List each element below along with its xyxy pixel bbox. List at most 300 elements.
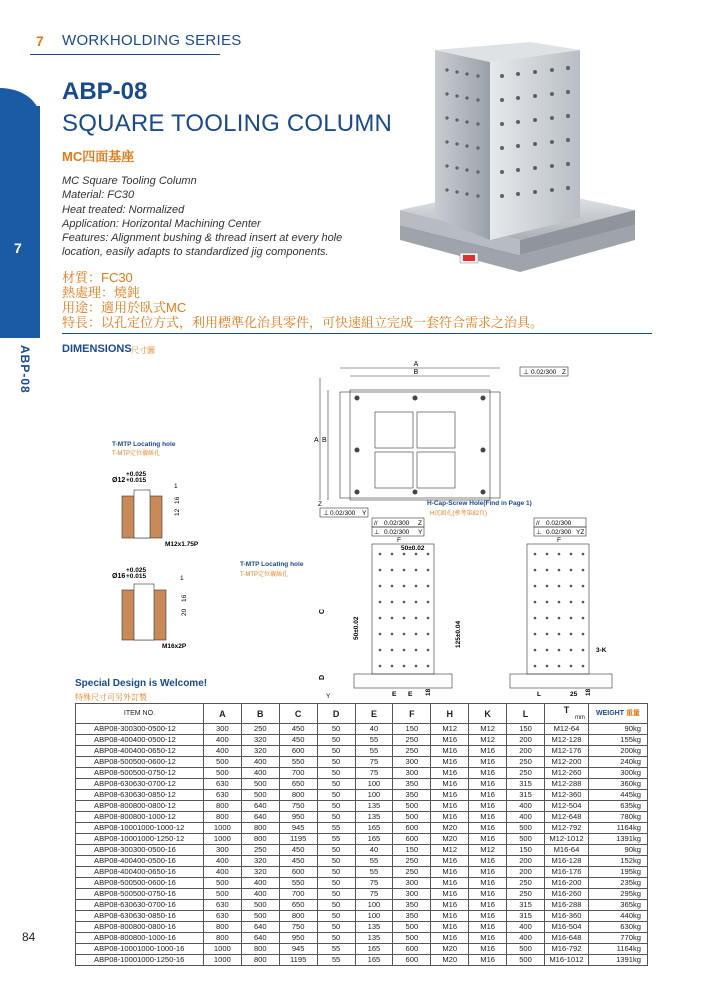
col-a: A — [203, 704, 241, 724]
table-body — [76, 724, 648, 966]
table-cell: 630 — [203, 779, 241, 790]
table-row — [76, 757, 648, 768]
table-cell: 360kg — [588, 779, 647, 790]
table-cell: M16 — [469, 867, 507, 878]
table-cell: M16 — [431, 790, 469, 801]
table-cell: 240kg — [588, 757, 647, 768]
table-cell: 75 — [355, 878, 393, 889]
table-cell: 315 — [507, 779, 545, 790]
table-row — [76, 823, 648, 834]
table-cell: 630 — [203, 900, 241, 911]
table-cell: 650 — [279, 779, 317, 790]
table-cell: 500 — [507, 955, 545, 966]
d12-tol-upper: +0.025 — [126, 471, 147, 478]
table-cell: 400 — [507, 933, 545, 944]
table-cell: 500 — [507, 823, 545, 834]
table-cell: 500 — [241, 779, 279, 790]
table-cell: M16 — [431, 867, 469, 878]
table-cell: 500 — [507, 944, 545, 955]
table-cell: M12-648 — [544, 812, 588, 823]
unit-mm: mm — [574, 715, 585, 721]
table-cell: 600 — [279, 867, 317, 878]
table-cell: M12 — [431, 724, 469, 735]
table-cell: 195kg — [588, 867, 647, 878]
dim-label-l: L — [537, 691, 541, 698]
table-cell: 945 — [279, 823, 317, 834]
table-cell: M16 — [469, 757, 507, 768]
table-cell: 1164kg — [588, 944, 647, 955]
spec-line: MC Square Tooling Column — [62, 175, 197, 187]
table-cell: 630 — [203, 911, 241, 922]
table-cell: 50 — [317, 856, 355, 867]
dim-label-a: A — [413, 361, 419, 368]
table-cell: 55 — [355, 746, 393, 757]
table-cell: 800 — [203, 933, 241, 944]
table-cell: M16-1012 — [544, 955, 588, 966]
weight-en: WEIGHT — [595, 709, 624, 717]
table-cell: 50 — [317, 790, 355, 801]
table-cell: 315 — [507, 790, 545, 801]
table-cell: 152kg — [588, 856, 647, 867]
table-row — [76, 801, 648, 812]
table-cell: M16 — [431, 768, 469, 779]
table-cell: 780kg — [588, 812, 647, 823]
table-cell: 50 — [317, 911, 355, 922]
table-cell: 235kg — [588, 878, 647, 889]
table-cell: 650 — [279, 900, 317, 911]
dimensions-rule — [62, 333, 652, 334]
table-cell: 50 — [317, 812, 355, 823]
table-cell: ABP08-10001000-1250-16 — [76, 955, 204, 966]
table-cell: M16 — [469, 933, 507, 944]
table-cell: 250 — [507, 768, 545, 779]
table-cell: M16-200 — [544, 878, 588, 889]
table-cell: ABP08-630630-0850-16 — [76, 911, 204, 922]
table-cell: 150 — [507, 724, 545, 735]
table-cell: 75 — [355, 768, 393, 779]
dim-label-f-side: F — [557, 537, 561, 544]
table-cell: M12-1012 — [544, 834, 588, 845]
table-cell: 500 — [203, 757, 241, 768]
side-tab-chapter: 7 — [14, 240, 22, 256]
table-cell: ABP08-10001000-1000-12 — [76, 823, 204, 834]
table-cell: 1000 — [203, 955, 241, 966]
side-view — [510, 518, 612, 698]
special-design-note-cn: 特殊尺寸可另外訂製 — [75, 693, 147, 702]
tol-symbol: ⊥ — [323, 510, 330, 517]
table-cell: 800 — [241, 834, 279, 845]
spec-line-cn: 用途：適用於臥式MC — [62, 300, 187, 315]
col-f: F — [393, 704, 431, 724]
table-cell: 950 — [279, 933, 317, 944]
front-view — [319, 518, 462, 700]
tol-symbol: ⊥ — [536, 529, 542, 536]
table-cell: 165 — [355, 944, 393, 955]
dim-50-vertical: 50±0.02 — [353, 616, 360, 640]
table-cell: M12-792 — [544, 823, 588, 834]
table-cell: 450 — [279, 735, 317, 746]
table-cell: 365kg — [588, 900, 647, 911]
weight-cn: 重量 — [625, 709, 640, 717]
table-cell: 50 — [317, 746, 355, 757]
table-cell: 300 — [393, 889, 431, 900]
table-cell: M16-288 — [544, 900, 588, 911]
table-cell: ABP08-800800-0800-16 — [76, 922, 204, 933]
table-cell: 400 — [203, 867, 241, 878]
table-cell: 630 — [203, 790, 241, 801]
m12-thread: M12x1.75P — [165, 541, 199, 548]
table-cell: 155kg — [588, 735, 647, 746]
table-cell: ABP08-630630-0700-12 — [76, 779, 204, 790]
table-cell: M20 — [431, 955, 469, 966]
tmtp-label: T-MTP Locating hole — [112, 441, 176, 448]
table-cell: 40 — [355, 724, 393, 735]
spec-line: Heat treated: Normalized — [62, 203, 185, 216]
table-cell: 320 — [241, 735, 279, 746]
tol-top-value: 0.02/300 — [531, 369, 557, 376]
table-row — [76, 955, 648, 966]
dimensions-title-cn: 尺寸圖 — [131, 346, 155, 355]
spec-table — [75, 703, 648, 966]
table-cell: M16-260 — [544, 889, 588, 900]
table-cell: 55 — [317, 955, 355, 966]
table-cell: M16 — [431, 801, 469, 812]
table-cell: 700 — [279, 768, 317, 779]
table-cell: 165 — [355, 834, 393, 845]
table-cell: M16 — [431, 735, 469, 746]
dim-125: 125±0.04 — [455, 620, 462, 648]
table-cell: M12 — [431, 845, 469, 856]
table-cell: M16 — [469, 889, 507, 900]
table-cell: M16 — [431, 900, 469, 911]
table-cell: 500 — [393, 801, 431, 812]
table-cell: 150 — [507, 845, 545, 856]
tol-r2-datum: YZ — [576, 529, 585, 536]
table-cell: ABP08-400400-0500-16 — [76, 856, 204, 867]
spec-line: Application: Horizontal Machining Center — [62, 217, 261, 230]
special-design-note: Special Design is Welcome! — [75, 678, 208, 689]
table-cell: M16 — [469, 801, 507, 812]
table-cell: 600 — [279, 746, 317, 757]
table-cell: M16-128 — [544, 856, 588, 867]
table-cell: 950 — [279, 812, 317, 823]
table-cell: 600 — [393, 823, 431, 834]
dim-label-e-right: E — [408, 691, 413, 698]
tmtp-label-cn: T-MTP定位襯絲孔 — [112, 451, 160, 457]
model-number: ABP-08 — [62, 78, 148, 105]
table-cell: M16 — [469, 790, 507, 801]
table-cell: 500 — [203, 889, 241, 900]
table-cell: 635kg — [588, 801, 647, 812]
table-row — [76, 768, 648, 779]
table-cell: M12-64 — [544, 724, 588, 735]
table-cell: 600 — [393, 834, 431, 845]
table-row — [76, 889, 648, 900]
table-cell: 1000 — [203, 834, 241, 845]
table-cell: 600 — [393, 944, 431, 955]
table-cell: 200 — [507, 856, 545, 867]
table-cell: 500 — [507, 834, 545, 845]
table-cell: 50 — [317, 724, 355, 735]
table-cell: 75 — [355, 889, 393, 900]
table-cell: 1195 — [279, 834, 317, 845]
table-cell: 500 — [241, 790, 279, 801]
table-cell: 250 — [393, 867, 431, 878]
table-cell: M20 — [431, 944, 469, 955]
table-cell: 320 — [241, 746, 279, 757]
tol-symbol-parallel: // — [374, 520, 378, 527]
table-cell: ABP08-800800-0800-12 — [76, 801, 204, 812]
col-k: K — [469, 704, 507, 724]
col-b: B — [241, 704, 279, 724]
dim-25: 25 — [570, 691, 578, 698]
dim-12: 12 — [174, 508, 181, 516]
col-l: L — [507, 704, 545, 724]
side-product-code: ABP-08 — [18, 345, 32, 394]
table-cell: 50 — [317, 900, 355, 911]
flatness-tolerance-left — [318, 501, 368, 517]
table-cell: 500 — [393, 812, 431, 823]
table-cell: 50 — [317, 845, 355, 856]
table-row — [76, 856, 648, 867]
table-cell: 50 — [317, 867, 355, 878]
table-row — [76, 735, 648, 746]
table-cell: M16 — [431, 922, 469, 933]
table-cell: M16 — [431, 757, 469, 768]
table-cell: M16 — [469, 878, 507, 889]
table-cell: 200 — [507, 735, 545, 746]
dim-16: 16 — [174, 496, 181, 504]
table-cell: M16 — [431, 746, 469, 757]
dim-label-c: C — [319, 608, 326, 614]
table-cell: 250 — [507, 889, 545, 900]
table-cell: 500 — [203, 878, 241, 889]
table-cell: 300 — [203, 845, 241, 856]
table-cell: 40 — [355, 845, 393, 856]
m16-thread: M16x2P — [162, 643, 187, 650]
table-cell: 350 — [393, 779, 431, 790]
tol-r2-value: 0.02/300 — [546, 529, 572, 536]
table-cell: 250 — [393, 746, 431, 757]
table-cell: 500 — [393, 933, 431, 944]
table-cell: 440kg — [588, 911, 647, 922]
dim-label-f: F — [397, 537, 401, 544]
table-cell: M16 — [469, 955, 507, 966]
table-cell: 640 — [241, 922, 279, 933]
table-cell: 55 — [317, 834, 355, 845]
table-cell: 50 — [317, 768, 355, 779]
table-cell: 50 — [317, 801, 355, 812]
tol-mid2-value: 0.02/300 — [384, 529, 410, 536]
col-e: E — [355, 704, 393, 724]
table-cell: 250 — [507, 878, 545, 889]
table-header-row — [76, 704, 648, 724]
table-row — [76, 790, 648, 801]
table-cell: 800 — [203, 801, 241, 812]
table-cell: ABP08-500500-0750-12 — [76, 768, 204, 779]
table-cell: M12-360 — [544, 790, 588, 801]
table-cell: ABP08-800800-1000-12 — [76, 812, 204, 823]
table-cell: 200 — [507, 746, 545, 757]
product-photo — [390, 40, 640, 280]
table-cell: 90kg — [588, 724, 647, 735]
table-cell: 250 — [241, 724, 279, 735]
dim-label-b: B — [413, 369, 419, 376]
spec-list — [62, 174, 342, 260]
table-cell: 500 — [203, 768, 241, 779]
table-cell: M16 — [469, 944, 507, 955]
table-cell: 295kg — [588, 889, 647, 900]
tol-left-value: 0.02/300 — [330, 510, 356, 517]
table-cell: 150 — [393, 845, 431, 856]
table-cell: M12-288 — [544, 779, 588, 790]
dim-50-horizontal: 50±0.02 — [401, 545, 425, 552]
table-row — [76, 779, 648, 790]
table-cell: 300 — [203, 724, 241, 735]
d12-tol-lower: +0.015 — [126, 477, 147, 484]
tol-mid1-datum: Z — [418, 520, 422, 527]
table-cell: ABP08-630630-0850-12 — [76, 790, 204, 801]
datum-z-label: Z — [318, 501, 322, 508]
table-cell: 250 — [507, 757, 545, 768]
table-cell: M20 — [431, 823, 469, 834]
table-cell: 50 — [317, 889, 355, 900]
table-cell: 315 — [507, 900, 545, 911]
table-cell: M16 — [469, 900, 507, 911]
d16-label: Ø16 — [112, 573, 126, 580]
table-cell: 300kg — [588, 768, 647, 779]
dim-1b: 1 — [180, 575, 184, 582]
table-cell: ABP08-400400-0650-12 — [76, 746, 204, 757]
table-cell: 55 — [355, 867, 393, 878]
table-cell: M16-360 — [544, 911, 588, 922]
table-cell: 700 — [279, 889, 317, 900]
table-cell: 500 — [393, 922, 431, 933]
table-cell: M16 — [469, 746, 507, 757]
col-weight — [588, 704, 647, 724]
table-cell: 250 — [393, 735, 431, 746]
dim-label-b-vertical: B — [322, 437, 327, 444]
table-cell: 640 — [241, 801, 279, 812]
table-cell: M16 — [469, 779, 507, 790]
table-cell: 100 — [355, 900, 393, 911]
table-cell: ABP08-630630-0700-16 — [76, 900, 204, 911]
table-cell: 400 — [203, 735, 241, 746]
table-row — [76, 812, 648, 823]
table-cell: 1195 — [279, 955, 317, 966]
table-cell: ABP08-10001000-1000-16 — [76, 944, 204, 955]
hcap-label-cn: H沉頭孔(參考第82頁) — [430, 511, 488, 517]
table-cell: 135 — [355, 933, 393, 944]
table-cell: 800 — [241, 955, 279, 966]
table-cell: 800 — [279, 790, 317, 801]
spec-line: Material: FC30 — [62, 189, 135, 202]
table-cell: ABP08-500500-0750-16 — [76, 889, 204, 900]
spec-line: Features: Alignment bushing & thread insert at every hole — [62, 232, 343, 245]
table-cell: M16 — [431, 911, 469, 922]
table-cell: 90kg — [588, 845, 647, 856]
table-cell: 320 — [241, 867, 279, 878]
table-cell: 315 — [507, 911, 545, 922]
table-cell: ABP08-500500-0600-16 — [76, 878, 204, 889]
d16-tol-upper: +0.025 — [126, 567, 147, 574]
table-cell: 300 — [393, 768, 431, 779]
table-cell: M16 — [431, 779, 469, 790]
table-cell: 100 — [355, 779, 393, 790]
table-cell: 55 — [355, 735, 393, 746]
product-title-cn: MC四面基座 — [62, 149, 135, 164]
table-cell: M12 — [469, 735, 507, 746]
table-cell: 945 — [279, 944, 317, 955]
table-cell: M16 — [431, 878, 469, 889]
table-row — [76, 845, 648, 856]
flatness-tolerance-top — [520, 367, 568, 376]
table-cell: 300 — [393, 757, 431, 768]
table-row — [76, 834, 648, 845]
dim-16b: 16 — [181, 594, 188, 602]
col-item: ITEM NO. — [76, 704, 204, 724]
table-cell: 135 — [355, 922, 393, 933]
table-cell: 450 — [279, 845, 317, 856]
table-cell: 135 — [355, 812, 393, 823]
table-cell: M20 — [431, 834, 469, 845]
table-cell: 750 — [279, 922, 317, 933]
table-cell: 350 — [393, 790, 431, 801]
table-cell: M16 — [469, 834, 507, 845]
table-cell: 450 — [279, 856, 317, 867]
table-cell: M12-176 — [544, 746, 588, 757]
table-cell: ABP08-10001000-1250-12 — [76, 834, 204, 845]
table-cell: 800 — [203, 922, 241, 933]
table-cell: 550 — [279, 878, 317, 889]
table-row — [76, 922, 648, 933]
side-tab — [0, 106, 40, 338]
table-cell: 350 — [393, 900, 431, 911]
table-cell: ABP08-400400-0500-12 — [76, 735, 204, 746]
dim-18-front: 18 — [425, 688, 432, 696]
table-cell: M12 — [469, 724, 507, 735]
dim-label-a-vertical: A — [314, 437, 319, 444]
table-cell: 1391kg — [588, 955, 647, 966]
dim-label-e-left: E — [392, 691, 397, 698]
table-cell: 100 — [355, 790, 393, 801]
table-cell: 800 — [279, 911, 317, 922]
table-cell: 50 — [317, 922, 355, 933]
table-cell: 50 — [317, 933, 355, 944]
table-cell: M16 — [431, 889, 469, 900]
table-cell: M12-260 — [544, 768, 588, 779]
table-cell: M16 — [469, 856, 507, 867]
table-cell: 600 — [393, 955, 431, 966]
tol-left-datum: Y — [362, 510, 367, 517]
table-cell: M16 — [469, 922, 507, 933]
dim-18-side: 18 — [585, 688, 592, 696]
table-cell: 55 — [317, 823, 355, 834]
spec-line-cn: 熱處理：燒鈍 — [62, 285, 141, 300]
table-cell: M16 — [469, 911, 507, 922]
table-cell: 770kg — [588, 933, 647, 944]
dim-20: 20 — [181, 608, 188, 616]
table-cell: 445kg — [588, 790, 647, 801]
hcap-label: H-Cap-Screw Hole(Find in Page 1) — [427, 500, 532, 507]
page-number: 84 — [22, 930, 36, 944]
table-row — [76, 878, 648, 889]
table-cell: 500 — [241, 911, 279, 922]
table-cell: 640 — [241, 933, 279, 944]
table-cell: 500 — [241, 900, 279, 911]
table-cell: 630kg — [588, 922, 647, 933]
datum-y-label: Y — [326, 693, 331, 700]
